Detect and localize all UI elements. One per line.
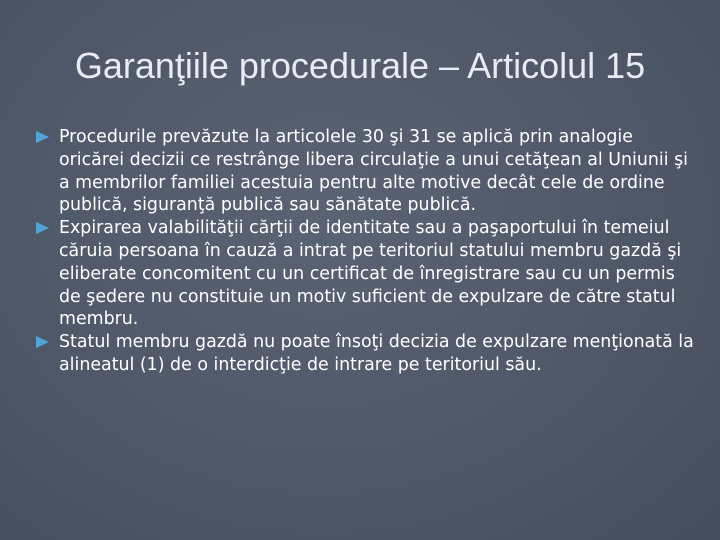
slide-title: Garanţiile procedurale – Articolul 15 [74, 45, 646, 86]
list-item [36, 217, 696, 331]
list-item [36, 126, 696, 217]
bullet-arrow-icon [36, 131, 49, 143]
bullet-text: Statul membru gazdă nu poate însoţi decizia de expulzare menţionată la alineatul (1) de o interdicţie de intrare pe teritoriul său. [59, 332, 694, 375]
bullet-arrow-icon [36, 336, 49, 348]
bullet-text: Procedurile prevăzute la articolele 30 şi 31 se aplică prin analogie oricărei decizii ce restrânge libera circulaţie a unui cetăţean al Uniunii şi a membrilor familiei acestuia pentru alte motive decât cele de ordine publică, siguranţă publică sau sănătate publică. [59, 127, 688, 216]
list-item [36, 331, 696, 377]
bullet-list [36, 126, 696, 377]
bullet-text: Expirarea valabilităţii cărţii de identitate sau a paşaportului în temeiul căruia persoana în cauză a intrat pe teritoriul statului membru gazdă şi eliberate concomitent cu un certificat de înregistrare sau cu un permis de şedere nu constituie un motiv suficient de expulzare de către statul membru. [59, 218, 682, 330]
bullet-arrow-icon [36, 222, 49, 234]
